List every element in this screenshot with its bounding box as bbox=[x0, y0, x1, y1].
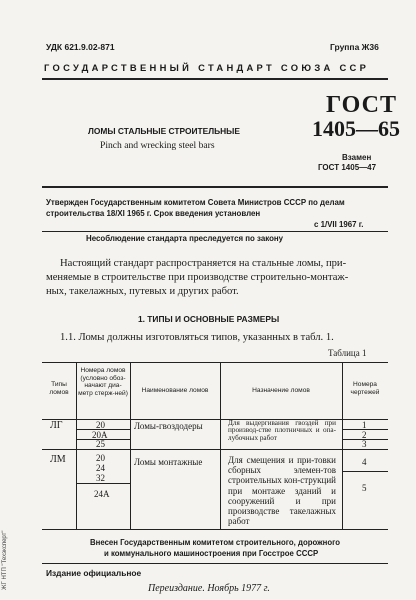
row2-number-4: 24А bbox=[94, 489, 110, 499]
standard-title-en: Pinch and wrecking steel bars bbox=[100, 140, 215, 151]
section-paragraph: 1.1. Ломы должны изготовляться типов, указанных в табл. 1. bbox=[60, 332, 334, 343]
header-drawing: Номера чертежей bbox=[350, 381, 380, 396]
footer-rule bbox=[42, 563, 388, 564]
standard-title-ru: ЛОМЫ СТАЛЬНЫЕ СТРОИТЕЛЬНЫЕ bbox=[88, 126, 240, 136]
state-standard-title: ГОСУДАРСТВЕННЫЙ СТАНДАРТ СОЮЗА ССР bbox=[44, 62, 370, 73]
table-caption: Таблица 1 bbox=[328, 348, 367, 358]
table-subrow-rule bbox=[76, 483, 130, 484]
header-number: Номера ломов (условно обоз-начают диа-метр стерж-ней) bbox=[78, 367, 128, 397]
table-row-rule bbox=[42, 449, 388, 450]
row2-number-3: 32 bbox=[96, 473, 105, 483]
introduced-line-1: Внесен Государственным комитетом строительного, дорожного bbox=[90, 538, 341, 547]
replaces-label: Взамен bbox=[342, 153, 372, 162]
gost-number: 1405—65 bbox=[312, 116, 400, 141]
row1-name: Ломы-гвоздодеры bbox=[134, 421, 203, 431]
row2-drawing-1: 4 bbox=[362, 457, 367, 467]
table-col-divider bbox=[342, 363, 343, 529]
title-rule bbox=[42, 186, 388, 188]
introduced-line-2: и коммунального машиностроения при Госстрое СССР bbox=[104, 549, 319, 558]
legal-notice: Несоблюдение стандарта преследуется по закону bbox=[86, 234, 284, 243]
intro-line-1: Настоящий стандарт распространяется на стальные ломы, при- bbox=[60, 258, 347, 269]
table-col-divider bbox=[76, 363, 77, 529]
types-table bbox=[42, 362, 388, 530]
row1-drawing-2: 2 bbox=[362, 430, 367, 440]
row2-purpose: Для смещения и при-товки сборных элемен-тов строительных кон-струкций при монтаже зданий и сооружений и при производстве такелажных работ bbox=[228, 455, 336, 527]
replaces-value: ГОСТ 1405—47 bbox=[318, 163, 377, 172]
row1-number-3: 25 bbox=[96, 439, 105, 449]
effective-date: с 1/VII 1967 г. bbox=[314, 220, 364, 229]
row2-type: ЛМ bbox=[50, 454, 66, 465]
table-subrow-rule bbox=[342, 471, 388, 472]
reprint-note: Переиздание. Ноябрь 1977 г. bbox=[148, 583, 270, 594]
official-edition: Издание официальное bbox=[46, 568, 142, 578]
approval-line-2: строительства 18/XI 1965 г. Срок введения установлен bbox=[46, 209, 261, 218]
row1-number-2: 20А bbox=[92, 430, 108, 440]
udk-code: УДК 621.9.02-871 bbox=[46, 42, 115, 52]
header-rule bbox=[42, 78, 388, 80]
side-stamp: ЖГ НТП "Техэксперт" bbox=[2, 530, 8, 590]
row1-number-1: 20 bbox=[96, 420, 105, 430]
gost-label: ГОСТ bbox=[326, 92, 397, 118]
approval-rule bbox=[42, 231, 388, 232]
row2-drawing-2: 5 bbox=[362, 483, 367, 493]
row1-drawing-1: 1 bbox=[362, 420, 367, 430]
header-name: Наименование ломов bbox=[141, 387, 209, 394]
section-heading: 1. ТИПЫ И ОСНОВНЫЕ РАЗМЕРЫ bbox=[138, 314, 280, 324]
group-code: Группа Ж36 bbox=[330, 42, 379, 52]
approval-line-1: Утвержден Государственным комитетом Совета Министров СССР по делам bbox=[46, 198, 345, 207]
row2-number-1: 20 bbox=[96, 453, 105, 463]
intro-line-2: меняемые в строительстве при производстве строительно-монтаж- bbox=[46, 272, 349, 283]
table-col-divider bbox=[130, 363, 131, 529]
table-header-rule bbox=[42, 419, 388, 420]
intro-line-3: ных, такелажных, путевых и других работ. bbox=[46, 286, 239, 297]
header-type: Типы ломов bbox=[49, 381, 69, 396]
row1-purpose: Для выдергивания гвоздей при производ-стве плотничных и опа-лубочных работ bbox=[228, 419, 336, 442]
row1-type: ЛГ bbox=[50, 420, 63, 431]
table-col-divider bbox=[220, 363, 221, 529]
row2-number-2: 24 bbox=[96, 463, 105, 473]
row2-name: Ломы монтажные bbox=[134, 457, 203, 467]
header-purpose: Назначение ломов bbox=[252, 387, 310, 394]
row1-drawing-3: 3 bbox=[362, 439, 367, 449]
